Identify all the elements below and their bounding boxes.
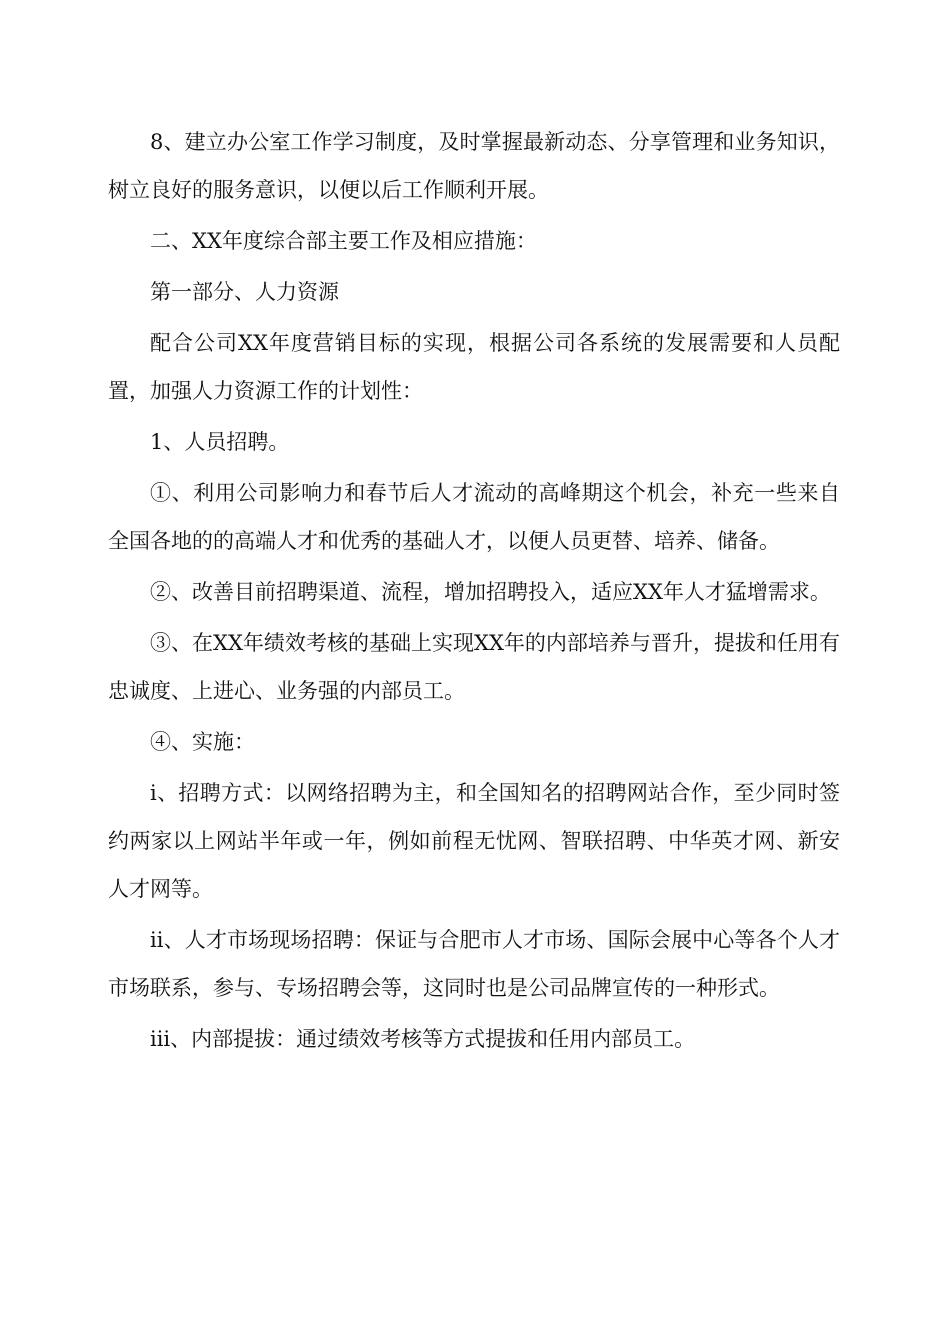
section-heading-main-work: 二、XX年度综合部主要工作及相应措施： [150,229,537,253]
paragraph-hr-plan: 配合公司XX年度营销目标的实现，根据公司各系统的发展需要和人员配置，加强人力资源工作的计划性： [108,331,840,403]
paragraph-office-study-system: 8、建立办公室工作学习制度，及时掌握最新动态、分享管理和业务知识，树立良好的服务意识，以便以后工作顺利开展。 [108,130,840,202]
sub-item-i: ⅰ、招聘方式：以网络招聘为主，和全国知名的招聘网站合作，至少同时签约两家以上网站半年或一年，例如前程无忧网、智联招聘、中华英才网、新安人才网等。 [108,781,840,901]
list-item-3: ③、在XX年绩效考核的基础上实现XX年的内部培养与晋升，提拔和任用有忠诚度、上进心、业务强的内部员工。 [108,631,840,703]
item-heading-recruitment: 1、人员招聘。 [150,430,290,454]
part-heading-human-resources: 第一部分、人力资源 [150,280,339,304]
list-item-4: ④、实施： [150,730,255,754]
sub-item-iii: ⅲ、内部提拔：通过绩效考核等方式提拔和任用内部员工。 [150,1027,696,1051]
sub-item-ii: ⅱ、人才市场现场招聘：保证与合肥市人才市场、国际会展中心等各个人才市场联系，参与、专场招聘会等，这同时也是公司品牌宣传的一种形式。 [108,928,840,1000]
list-item-1: ①、利用公司影响力和春节后人才流动的高峰期这个机会，补充一些来自全国各地的的高端人才和优秀的基础人才，以便人员更替、培养、储备。 [108,481,840,553]
list-item-2: ②、改善目前招聘渠道、流程，增加招聘投入，适应XX年人才猛增需求。 [150,580,831,604]
document-body [108,118,840,1066]
